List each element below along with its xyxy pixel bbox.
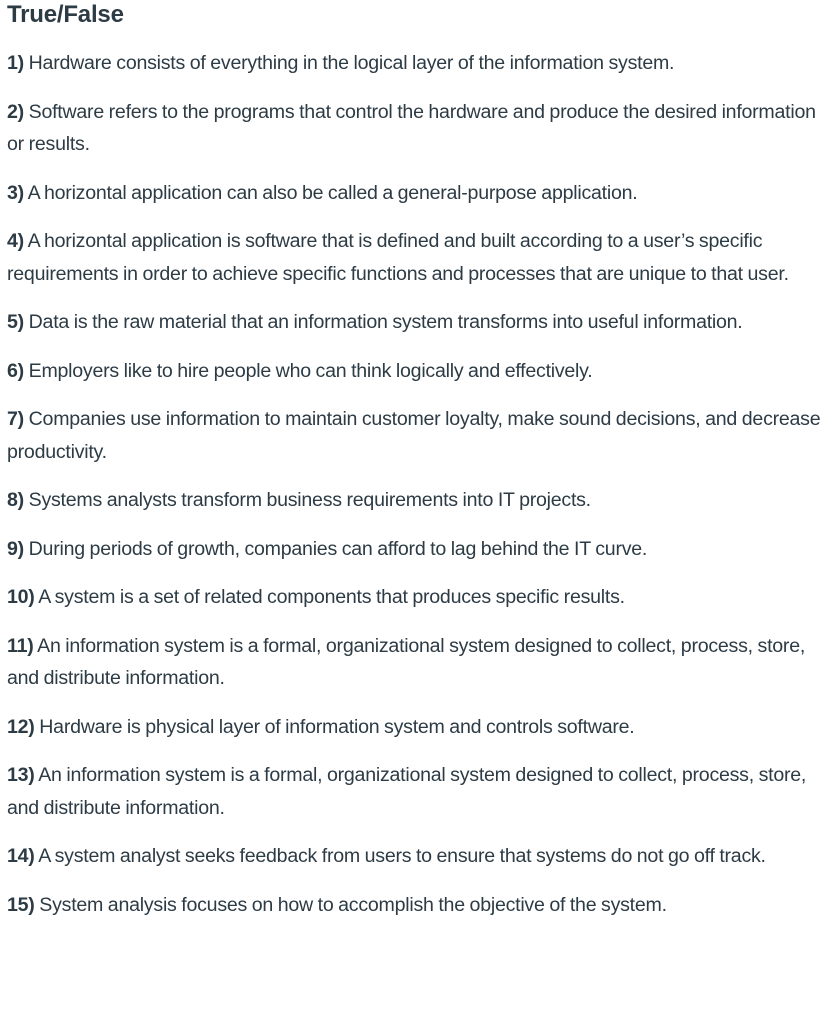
question-text: A system is a set of related components that produces specific results. xyxy=(38,586,625,608)
question-number: 11) xyxy=(7,634,34,657)
question-number: 4) xyxy=(7,230,24,252)
question-item xyxy=(7,355,827,388)
question-item xyxy=(7,177,827,210)
question-text: An information system is a formal, organizational system designed to collect, process, store, and distribute information. xyxy=(7,634,806,689)
question-number: 3) xyxy=(7,181,24,204)
question-text: Companies use information to maintain customer loyalty, make sound decisions, and decrease productivity. xyxy=(7,408,821,463)
question-list xyxy=(7,47,827,921)
question-text: Data is the raw material that an information system transforms into useful information. xyxy=(28,311,743,333)
question-text: An information system is a formal, organizational system designed to collect, process, store, and distribute information. xyxy=(7,764,807,819)
section-title: True/False xyxy=(7,1,124,28)
question-number: 7) xyxy=(7,408,24,430)
question-text: During periods of growth, companies can afford to lag behind the IT curve. xyxy=(28,537,648,560)
question-text: Software refers to the programs that control the hardware and produce the desired information or results. xyxy=(7,100,816,155)
question-item xyxy=(7,711,827,744)
question-number: 6) xyxy=(7,359,24,382)
question-number: 5) xyxy=(7,311,24,333)
question-number: 13) xyxy=(7,764,35,786)
question-number: 8) xyxy=(7,489,24,511)
question-number: 9) xyxy=(7,537,24,560)
question-text: A system analyst seeks feedback from users to ensure that systems do not go off track. xyxy=(38,845,766,867)
question-item xyxy=(7,306,827,339)
question-item xyxy=(7,759,827,824)
question-text: A horizontal application is software that is defined and built according to a user’s specific requirements in order to achieve specific functions and processes that are unique to that user. xyxy=(7,230,789,285)
question-text: A horizontal application can also be called a general-purpose application. xyxy=(27,181,638,204)
question-item xyxy=(7,630,827,695)
question-item xyxy=(7,225,827,290)
question-text: Hardware is physical layer of information system and controls software. xyxy=(39,715,635,738)
question-number: 12) xyxy=(7,715,35,738)
question-text: Systems analysts transform business requirements into IT projects. xyxy=(28,489,591,511)
question-number: 10) xyxy=(7,586,35,608)
question-item xyxy=(7,403,827,468)
question-item xyxy=(7,96,827,161)
question-item xyxy=(7,581,827,614)
question-number: 14) xyxy=(7,845,35,867)
question-text: Hardware consists of everything in the logical layer of the information system. xyxy=(28,52,675,74)
question-item xyxy=(7,889,827,922)
question-item xyxy=(7,840,827,873)
question-text: System analysis focuses on how to accomplish the objective of the system. xyxy=(39,893,667,916)
question-item xyxy=(7,47,827,80)
question-number: 2) xyxy=(7,100,24,123)
question-item xyxy=(7,533,827,566)
question-number: 15) xyxy=(7,893,35,916)
question-number: 1) xyxy=(7,52,24,74)
question-item xyxy=(7,484,827,517)
question-text: Employers like to hire people who can think logically and effectively. xyxy=(28,359,593,382)
